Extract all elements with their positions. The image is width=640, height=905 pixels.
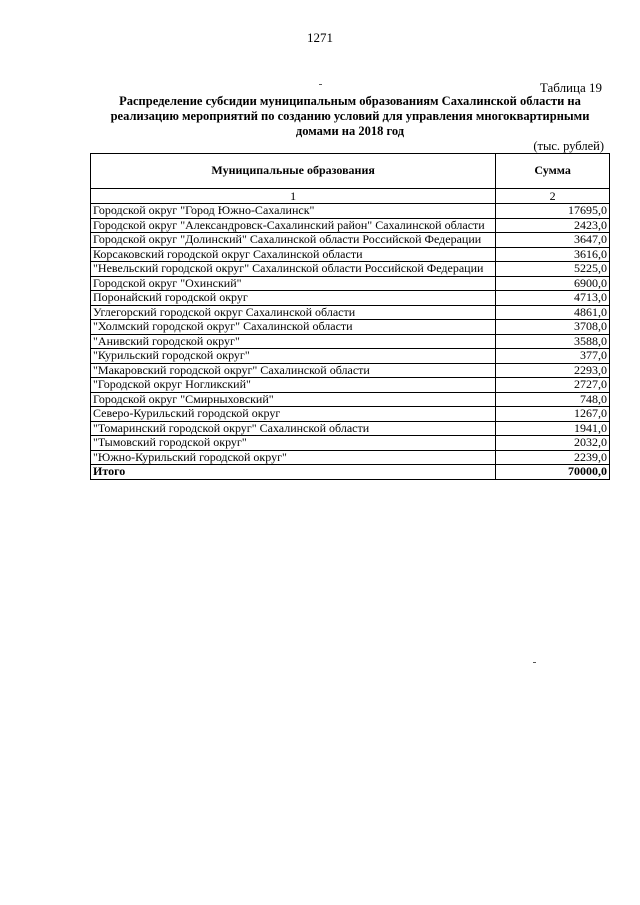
subsidy-sum: 5225,0 [496,262,610,277]
table-row [91,450,610,465]
municipality-name: "Анивский городской округ" [91,334,496,349]
table-row [91,334,610,349]
table-row [91,363,610,378]
table-row [91,291,610,306]
subsidy-sum: 3647,0 [496,233,610,248]
table-row [91,320,610,335]
subsidy-sum: 1941,0 [496,421,610,436]
municipality-name: "Томаринский городской округ" Сахалинской области [91,421,496,436]
table-row [91,421,610,436]
municipality-name: "Тымовский городской округ" [91,436,496,451]
subsidy-sum: 2423,0 [496,218,610,233]
municipality-name: "Невельский городской округ" Сахалинской области Российской Федерации [91,262,496,277]
column-number-2: 2 [496,189,610,204]
municipality-name: Северо-Курильский городской округ [91,407,496,422]
municipality-name: Городской округ "Смирныховский" [91,392,496,407]
subsidy-sum: 2293,0 [496,363,610,378]
municipality-name: Поронайский городской округ [91,291,496,306]
subsidy-sum: 6900,0 [496,276,610,291]
municipality-name: Городской округ "Александровск-Сахалинский район" Сахалинской области [91,218,496,233]
municipality-name: Корсаковский городской округ Сахалинской области [91,247,496,262]
municipality-name: "Холмский городской округ" Сахалинской области [91,320,496,335]
municipality-name: Городской округ "Город Южно-Сахалинск" [91,204,496,219]
municipality-name: "Курильский городской округ" [91,349,496,364]
scan-speck [533,662,536,663]
header-municipalities: Муниципальные образования [91,154,496,189]
municipality-name: "Макаровский городской округ" Сахалинской области [91,363,496,378]
table-row [91,276,610,291]
table-row [91,262,610,277]
subsidy-sum: 17695,0 [496,204,610,219]
table-row [91,305,610,320]
units-label: (тыс. рублей) [533,139,604,153]
municipality-name: "Южно-Курильский городской округ" [91,450,496,465]
subsidy-sum: 2239,0 [496,450,610,465]
subsidy-sum: 748,0 [496,392,610,407]
subsidy-sum: 3588,0 [496,334,610,349]
subsidy-sum: 1267,0 [496,407,610,422]
municipality-name: Углегорский городской округ Сахалинской области [91,305,496,320]
subsidy-sum: 4713,0 [496,291,610,306]
page-number: 1271 [307,30,333,45]
subsidy-sum: 377,0 [496,349,610,364]
total-row [91,465,610,480]
table-row [91,218,610,233]
subsidy-sum: 3708,0 [496,320,610,335]
table-row [91,436,610,451]
municipality-name: "Городской округ Ногликский" [91,378,496,393]
subsidy-sum: 2032,0 [496,436,610,451]
subsidy-table [90,153,610,480]
table-row [91,233,610,248]
municipality-name: Городской округ "Охинский" [91,276,496,291]
table-row [91,407,610,422]
scan-speck [319,84,322,85]
table-row [91,247,610,262]
header-sum: Сумма [496,154,610,189]
table-row [91,204,610,219]
total-sum: 70000,0 [496,465,610,480]
municipality-name: Городской округ "Долинский" Сахалинской области Российской Федерации [91,233,496,248]
column-number-1: 1 [91,189,496,204]
subsidy-sum: 2727,0 [496,378,610,393]
table-row [91,378,610,393]
document-title: Распределение субсидии муниципальным образованиям Сахалинской области на реализацию мероприятий по созданию условий для управления многоквартирными домами на 2018 год [110,94,590,138]
table-row [91,392,610,407]
table-header-row [91,154,610,189]
subsidy-sum: 3616,0 [496,247,610,262]
total-label: Итого [91,465,496,480]
subsidy-sum: 4861,0 [496,305,610,320]
column-number-row [91,189,610,204]
table-row [91,349,610,364]
table-label: Таблица 19 [539,80,602,95]
